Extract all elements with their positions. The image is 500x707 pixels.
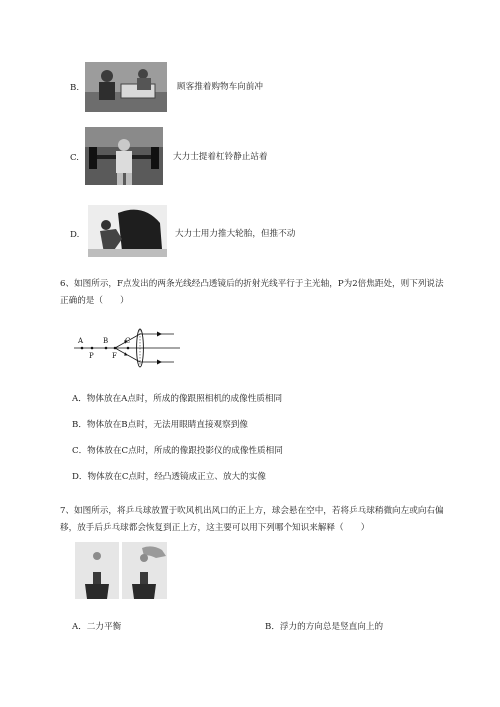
tire-push-image [88, 205, 167, 257]
label-f: F [112, 352, 117, 360]
q5-option-b-letter: B. [70, 83, 80, 93]
q5-option-b-text: 顾客推着购物车向前冲 [177, 82, 263, 92]
q5-option-d-photo [88, 205, 167, 257]
q7-option-b: B．浮力的方向总是竖直向上的 [265, 622, 384, 632]
q7-stem: 7、如图所示，将乒乓球放置于吹风机出风口的正上方，球会悬在空中，若将乒乓球稍微向左或向右偏移，放手后乒乓球都会恢复到正上方，这主要可以用下列哪个知识来解释（ ） [60, 506, 444, 533]
label-a: A [78, 337, 84, 345]
hair-dryer-hand-image [122, 542, 167, 599]
q5-option-d-text: 大力士用力推大轮胎，但推不动 [175, 229, 296, 239]
q7-photo-left [75, 542, 119, 599]
label-b: B [103, 337, 109, 345]
q5-option-c-letter: C. [70, 153, 80, 163]
shopping-cart-scene-image [85, 62, 167, 112]
label-c: C [125, 337, 131, 345]
weightlifter-image [85, 127, 163, 185]
q6-option-c: C．物体放在C点时，所成的像跟投影仪的成像性质相同 [72, 446, 283, 456]
q5-option-c-photo [85, 127, 163, 185]
q7-option-a: A．二力平衡 [72, 622, 122, 632]
q6-stem: 6、如图所示，F点发出的两条光线经凸透镜后的折射光线平行于主光轴，P为2倍焦距处，则下列说法正确的是（ ） [60, 279, 444, 306]
q7-photo-right [122, 542, 167, 599]
q6-option-d: D．物体放在C点时，经凸透镜成正立、放大的实像 [72, 472, 266, 482]
label-p: P [89, 352, 94, 360]
hair-dryer-ball-image [75, 542, 119, 599]
q6-option-b: B．物体放在B点时，无法用眼睛直接观察到像 [72, 420, 248, 430]
q6-lens-diagram [70, 328, 190, 372]
q5-option-b-photo [85, 62, 167, 112]
q5-option-d-letter: D. [70, 230, 80, 240]
q5-option-c-text: 大力士提着杠铃静止站着 [173, 152, 268, 162]
q6-option-a: A．物体放在A点时，所成的像跟照相机的成像性质相同 [72, 394, 283, 404]
